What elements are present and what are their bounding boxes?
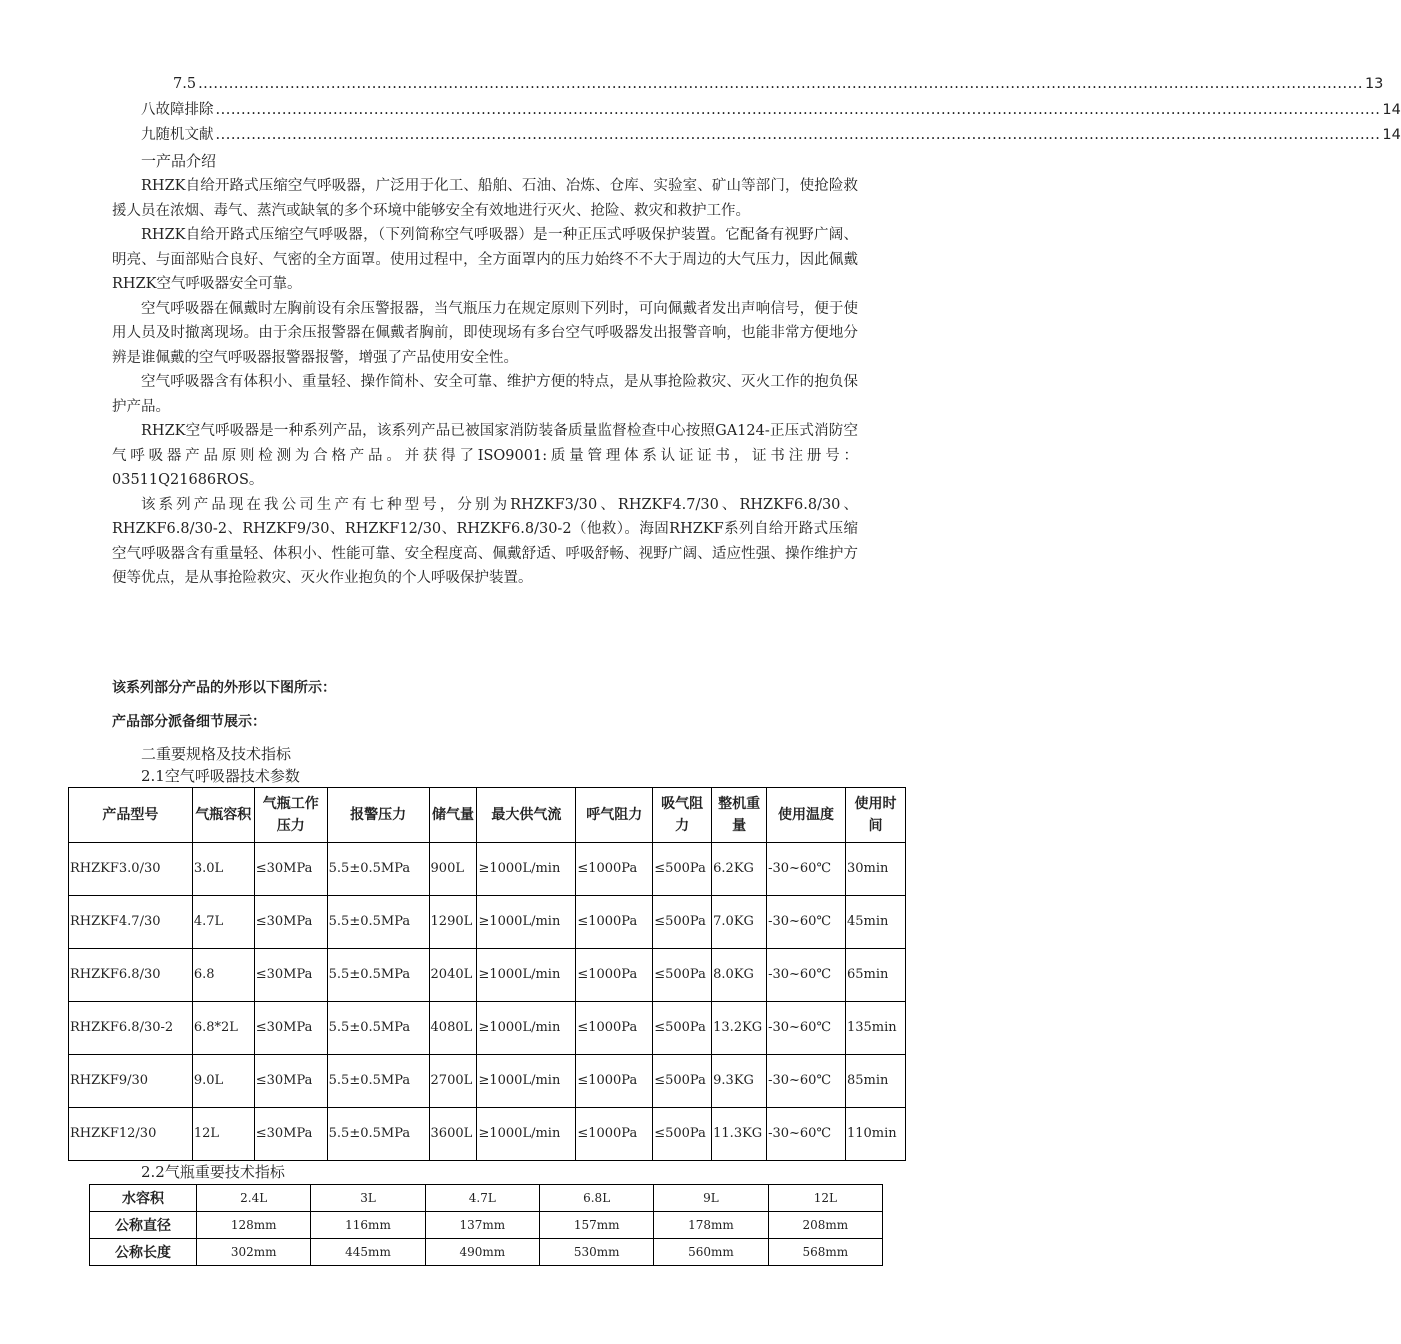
table-cell: 30min: [845, 843, 905, 896]
table-cell: 302mm: [197, 1239, 311, 1266]
table-cell: ≤30MPa: [254, 896, 327, 949]
table-cell: 5.5±0.5MPa: [327, 896, 429, 949]
table-cell: 208mm: [768, 1212, 882, 1239]
paragraph: RHZK自给开路式压缩空气呼吸器，（下列简称空气呼吸器）是一种正压式呼吸保护装置。它配备有视野广阔、明亮、与面部贴合良好、气密的全方面罩。使用过程中，全方面罩内的压力始终不不大于周边的大气压力，因此佩戴RHZK空气呼吸器安全可靠。: [112, 227, 858, 292]
table-cell: ≤30MPa: [254, 843, 327, 896]
table-cell: ≥1000L/min: [477, 949, 576, 1002]
table-row: [90, 1212, 883, 1239]
table-cell: ≤1000Pa: [576, 843, 653, 896]
table-cell: -30~60℃: [767, 843, 846, 896]
table-cell: 4080L: [429, 1002, 477, 1055]
table-cell: 2.4L: [197, 1185, 311, 1212]
table-cell: 12L: [192, 1108, 254, 1161]
table-cell: 3L: [311, 1185, 425, 1212]
table-cell: 6.8: [192, 949, 254, 1002]
table-cell: 560mm: [654, 1239, 768, 1266]
table-cell: 11.3KG: [712, 1108, 767, 1161]
table-cell: 157mm: [539, 1212, 653, 1239]
table-cell: ≤1000Pa: [576, 949, 653, 1002]
table-cell: -30~60℃: [767, 896, 846, 949]
table-row: [69, 843, 906, 896]
table-cell: ≤500Pa: [653, 1002, 712, 1055]
table-cell: 13.2KG: [712, 1002, 767, 1055]
table-cell: RHZKF9/30: [69, 1055, 193, 1108]
intro-body: [112, 174, 858, 591]
table-cell: ≥1000L/min: [477, 896, 576, 949]
table-cell: 530mm: [539, 1239, 653, 1266]
table-cell: 5.5±0.5MPa: [327, 843, 429, 896]
table-cell: -30~60℃: [767, 949, 846, 1002]
figure-caption-products: 该系列部分产品的外形以下图所示：: [112, 680, 336, 696]
paragraph: 空气呼吸器含有体积小、重量轻、操作简朴、安全可靠、维护方便的特点，是从事抢险救灾、灭火工作的抱负保护产品。: [112, 374, 858, 415]
paragraph: 该系列产品现在我公司生产有七种型号，分别为RHZKF3/30、RHZKF4.7/30、RHZKF6.8/30、RHZKF6.8/30-2、RHZKF9/30、RHZKF12/30、RHZKF6.8/30-2（他救）。海固RHZKF系列自给开路式压缩空气呼吸器含有重量轻、体积小、性能可靠、安全程度高、佩戴舒适、呼吸舒畅、视野广阔、适应性强、操作维护方便等优点，是从事抢险救灾、灭火作业抱负的个人呼吸保护装置。: [112, 496, 858, 586]
table-cell: 5.5±0.5MPa: [327, 1002, 429, 1055]
table-cell: ≤500Pa: [653, 1055, 712, 1108]
table-cell: 45min: [845, 896, 905, 949]
table-cell: 116mm: [311, 1212, 425, 1239]
column-header: 储气量: [429, 788, 477, 843]
table-cell: 2700L: [429, 1055, 477, 1108]
toc-leader: ....................................................................................................................................................................................................................................: [215, 127, 1381, 143]
toc-page: 14: [1382, 102, 1401, 118]
table-cell: 8.0KG: [712, 949, 767, 1002]
column-header: 呼气阻力: [576, 788, 653, 843]
table-cell: 4.7L: [425, 1185, 539, 1212]
toc-page: 14: [1382, 127, 1401, 143]
table-cell: ≤1000Pa: [576, 1055, 653, 1108]
toc-label: 7.5: [173, 76, 197, 92]
table-row: [90, 1239, 883, 1266]
row-header: 公称长度: [90, 1239, 197, 1266]
table-cell: 568mm: [768, 1239, 882, 1266]
toc-leader: ....................................................................................................................................................................................................................................: [198, 76, 1363, 92]
cylinder-table: [89, 1184, 883, 1266]
table-cell: ≥1000L/min: [477, 1055, 576, 1108]
table-cell: -30~60℃: [767, 1055, 846, 1108]
table-row: [69, 1108, 906, 1161]
subsection-title-2-1: 2.1空气呼吸器技术参数: [141, 767, 300, 785]
table-cell: 137mm: [425, 1212, 539, 1239]
table-cell: -30~60℃: [767, 1002, 846, 1055]
column-header: 使用时间: [845, 788, 905, 843]
table-cell: ≤1000Pa: [576, 1002, 653, 1055]
table-cell: 1290L: [429, 896, 477, 949]
table-cell: 2040L: [429, 949, 477, 1002]
toc-leader: ....................................................................................................................................................................................................................................: [215, 102, 1381, 118]
table-cell: ≤500Pa: [653, 1108, 712, 1161]
table-cell: 110min: [845, 1108, 905, 1161]
toc-entry[interactable]: [141, 124, 1401, 146]
table-cell: ≤1000Pa: [576, 1108, 653, 1161]
table-cell: ≤30MPa: [254, 1002, 327, 1055]
table-cell: 178mm: [654, 1212, 768, 1239]
table-cell: 85min: [845, 1055, 905, 1108]
table-row: [69, 1002, 906, 1055]
table-row: [69, 949, 906, 1002]
row-header: 公称直径: [90, 1212, 197, 1239]
table-cell: ≥1000L/min: [477, 1002, 576, 1055]
column-header: 使用温度: [767, 788, 846, 843]
table-cell: 3.0L: [192, 843, 254, 896]
table-cell: 6.8L: [539, 1185, 653, 1212]
spec-header-row: [69, 788, 906, 843]
table-cell: 5.5±0.5MPa: [327, 949, 429, 1002]
column-header: 最大供气流: [477, 788, 576, 843]
table-row: [90, 1185, 883, 1212]
table-row: [69, 1055, 906, 1108]
table-cell: 490mm: [425, 1239, 539, 1266]
table-cell: ≤500Pa: [653, 949, 712, 1002]
column-header: 气瓶工作压力: [254, 788, 327, 843]
figure-caption-details: 产品部分派备细节展示：: [112, 714, 266, 730]
table-cell: RHZKF6.8/30: [69, 949, 193, 1002]
table-cell: 135min: [845, 1002, 905, 1055]
toc-entry[interactable]: [141, 99, 1401, 121]
column-header: 报警压力: [327, 788, 429, 843]
toc-entry[interactable]: [173, 73, 1384, 95]
table-row: [69, 896, 906, 949]
table-cell: RHZKF12/30: [69, 1108, 193, 1161]
table-cell: 4.7L: [192, 896, 254, 949]
table-cell: ≤1000Pa: [576, 896, 653, 949]
table-cell: ≥1000L/min: [477, 1108, 576, 1161]
table-cell: 6.8*2L: [192, 1002, 254, 1055]
table-cell: ≤30MPa: [254, 1055, 327, 1108]
table-cell: 6.2KG: [712, 843, 767, 896]
table-cell: 445mm: [311, 1239, 425, 1266]
paragraph: RHZK自给开路式压缩空气呼吸器，广泛用于化工、船舶、石油、冶炼、仓库、实验室、矿山等部门，使抢险救援人员在浓烟、毒气、蒸汽或缺氧的多个环境中能够安全有效地进行灭火、抢险、救灾和救护工作。: [112, 178, 858, 219]
table-cell: 5.5±0.5MPa: [327, 1108, 429, 1161]
spec-table: [68, 787, 906, 1161]
toc-label: 九随机文献: [141, 127, 214, 143]
table-cell: 12L: [768, 1185, 882, 1212]
table-cell: 900L: [429, 843, 477, 896]
table-cell: RHZKF6.8/30-2: [69, 1002, 193, 1055]
section-title-intro: 一产品介绍: [141, 152, 217, 170]
column-header: 产品型号: [69, 788, 193, 843]
table-cell: -30~60℃: [767, 1108, 846, 1161]
row-header: 水容积: [90, 1185, 197, 1212]
table-cell: RHZKF3.0/30: [69, 843, 193, 896]
column-header: 气瓶容积: [192, 788, 254, 843]
table-cell: ≥1000L/min: [477, 843, 576, 896]
table-cell: 9.0L: [192, 1055, 254, 1108]
table-cell: ≤500Pa: [653, 896, 712, 949]
toc-label: 八故障排除: [141, 102, 214, 118]
table-cell: ≤30MPa: [254, 1108, 327, 1161]
table-cell: 128mm: [197, 1212, 311, 1239]
column-header: 吸气阻力: [653, 788, 712, 843]
subsection-title-2-2: 2.2气瓶重要技术指标: [141, 1163, 285, 1181]
section-title-specs: 二重要规格及技术指标: [141, 745, 292, 763]
table-cell: 9.3KG: [712, 1055, 767, 1108]
table-cell: 3600L: [429, 1108, 477, 1161]
toc-page: 13: [1364, 76, 1384, 92]
table-cell: 9L: [654, 1185, 768, 1212]
paragraph: 空气呼吸器在佩戴时左胸前设有余压警报器，当气瓶压力在规定原则下列时，可向佩戴者发出声响信号，便于使用人员及时撤离现场。由于余压报警器在佩戴者胸前，即使现场有多台空气呼吸器发出报警音响，也能非常方便地分辨是谁佩戴的空气呼吸器报警器报警，增强了产品使用安全性。: [112, 300, 858, 366]
table-cell: RHZKF4.7/30: [69, 896, 193, 949]
paragraph: RHZK空气呼吸器是一种系列产品，该系列产品已被国家消防装备质量监督检查中心按照GA124-正压式消防空气呼吸器产品原则检测为合格产品。并获得了ISO9001:质量管理体系认证证书，证书注册号：03511Q21686ROS。: [112, 423, 858, 488]
table-cell: 65min: [845, 949, 905, 1002]
table-cell: 7.0KG: [712, 896, 767, 949]
table-cell: ≤30MPa: [254, 949, 327, 1002]
table-cell: 5.5±0.5MPa: [327, 1055, 429, 1108]
table-cell: ≤500Pa: [653, 843, 712, 896]
column-header: 整机重量: [712, 788, 767, 843]
